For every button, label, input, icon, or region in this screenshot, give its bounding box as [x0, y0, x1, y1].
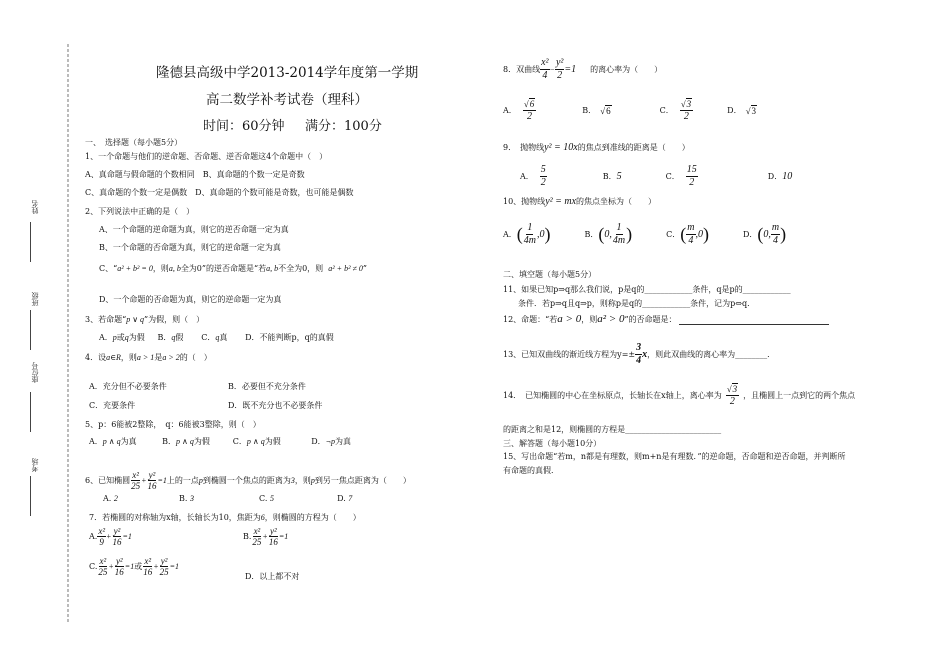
q5-stem: 5、p：6能被2整除， q：6能被3整除，则（ ）	[85, 420, 261, 429]
q11-line1: 11、如果已知p⇒q那么我们说，p是q的____________条件，q是p的____________	[503, 285, 791, 294]
q13: 13、已知双曲线的渐近线方程为y=± $\frac{3}{4}$ x ，则此双曲线的离心率为________．	[503, 342, 776, 366]
q4-option-c: C．充要条件	[89, 401, 136, 410]
q6-options: A. 2 B. 3 C. 5 D. 7	[103, 494, 353, 503]
q6-stem: 6、已知椭圆 $\frac{\text{x²}}{25}$ + $\frac{\text{y²}}{16}$ =1 上的一点 p 到椭圆一个焦点的距离为 3 ，则 p 到另一焦点距离为（ ）	[85, 470, 411, 491]
q7-option-d: D．以上都不对	[245, 572, 300, 581]
binding-line	[66, 44, 70, 624]
q9-options: A． $\frac{5}{2}$ B． 5 C． $\frac{15}{2}$ D． 10	[520, 164, 793, 188]
school-title: 隆德县高级中学2013-2014学年度第一学期	[156, 65, 419, 81]
q2-option-c: C、“a² + b² = 0，则a, b全为0”的逆否命题是“若a, b不全为0，则 a² + b² ≠ 0”	[99, 264, 367, 273]
q2-option-b: B、一个命题的否命题为真，则它的逆命题一定为真	[99, 243, 281, 252]
q12-answer-blank[interactable]	[679, 324, 829, 325]
q4-stem: 4．设a∈R，则a > 1是a > 2的（ ）	[85, 353, 212, 362]
q8-options: A． $\frac{√6}{2}$ B． √6 C． $\frac{√3}{2}$ D． √3	[503, 99, 757, 122]
q14-line2: 的距离之和是12，则椭圆的方程是________________________	[503, 425, 722, 434]
q6-frac-x: $\frac{\text{x²}}{25}$	[131, 470, 141, 491]
binding-room-label: 考场	[31, 458, 39, 472]
q11-line2: 条件．若p⇒q且q⇒p，则称p是q的____________条件，记为p⇔q．	[518, 299, 756, 308]
binding-seat-line	[30, 392, 31, 432]
binding-name-line	[30, 222, 31, 262]
binding-class-line	[30, 310, 31, 350]
score-label: 满分：100分	[305, 119, 382, 134]
q14-line1: 14． 已知椭圆的中心在坐标原点，长轴长在x轴上，离心率为 $\frac{√3}{2}$ ，且椭圆上一点到它的两个焦点	[503, 384, 856, 407]
q7-option-b: B. $\frac{\text{x²}}{25}$ + $\frac{\text{y²}}{16}$ =1	[243, 526, 289, 547]
q3-stem: 3、若命题“p ∨ q”为假，则（ ）	[85, 315, 205, 324]
binding-room-line	[30, 476, 31, 516]
q2-stem: 2、下列说法中正确的是（ ）	[85, 207, 195, 216]
section-1-title: 一、 选择题（每小题5分）	[85, 138, 183, 147]
binding-name-label: 姓名	[31, 200, 39, 214]
q2-option-a: A、一个命题的逆命题为真，则它的逆否命题一定为真	[99, 225, 289, 234]
q1-stem: 1、一个命题与他们的逆命题、否命题、逆否命题这4个命题中（ ）	[85, 152, 328, 161]
q7-stem: 7．若椭圆的对称轴为x轴，长轴长为10，焦距为6，则椭圆的方程为（ ）	[89, 513, 361, 522]
q7-option-a: A. $\frac{\text{x²}}{9}$ + $\frac{\text{y²}}{16}$ =1	[89, 526, 132, 547]
section-2-title: 二、填空题（每小题5分）	[503, 270, 597, 279]
q9-stem: 9． 抛物线y² = 10x的焦点到准线的距离是（ ）	[503, 142, 690, 153]
time-label: 时间：60分钟	[203, 119, 285, 134]
q4-option-b: B．必要但不充分条件	[228, 382, 306, 391]
binding-seat-label: 座位号	[31, 362, 39, 383]
q1-options-cd: C、真命题的个数一定是偶数 D、真命题的个数可能是奇数，也可能是偶数	[85, 188, 354, 197]
q5-options: A．p ∧ q为真 B．p ∧ q为假 C．p ∧ q为假 D．¬p为真	[89, 437, 352, 446]
q7-option-c: C. $\frac{\text{x²}}{25}$ + $\frac{\text{y²}}{16}$ =1 或 $\frac{\text{x²}}{16}$ + $\frac{\text{y²}}{25}$ =1	[89, 556, 180, 577]
q2-option-d: D、一个命题的否命题为真，则它的逆命题一定为真	[99, 295, 282, 304]
q3-options: A．p或q为假 B．q假 C．q真 D．不能判断p，q的真假	[99, 333, 334, 342]
exam-title: 高二数学补考试卷（理科）	[206, 92, 368, 108]
q10-options: A． ( $\frac{1}{4m}$ , 0 ) B． ( 0 , $\frac{1}{4m}$ ) C． ( $\frac{m}{4}$ , 0 ) D． ( 0 , $\frac{m}{4}$ )	[503, 222, 787, 246]
q1-options-ab: A、真命题与假命题的个数相同 B、真命题的个数一定是奇数	[85, 170, 305, 179]
q4-option-a: A．充分但不必要条件	[89, 382, 167, 391]
binding-class-label: 班级	[31, 292, 39, 306]
q6-frac-y: $\frac{\text{y²}}{16}$	[147, 470, 157, 491]
section-3-title: 三、解答题（每小题10分）	[503, 439, 602, 448]
q12: 12、命题：“若a > 0，则a² > 0”的否命题是：	[503, 313, 829, 325]
q15-line1: 15、写出命题“若m，n都是有理数，则m+n是有理数．”的逆命题，否命题和逆否命题，并判断所	[503, 452, 846, 461]
q4-option-d: D．既不充分也不必要条件	[228, 401, 323, 410]
q10-stem: 10、抛物线y² = mx的焦点坐标为（ ）	[503, 196, 657, 207]
q8-stem: 8．双曲线 $\frac{\text{x²}}{4}$ − $\frac{\text{y²}}{2}$ =1 的离心率为（ ）	[503, 57, 663, 81]
q15-line2: 有命题的真假．	[503, 466, 559, 475]
